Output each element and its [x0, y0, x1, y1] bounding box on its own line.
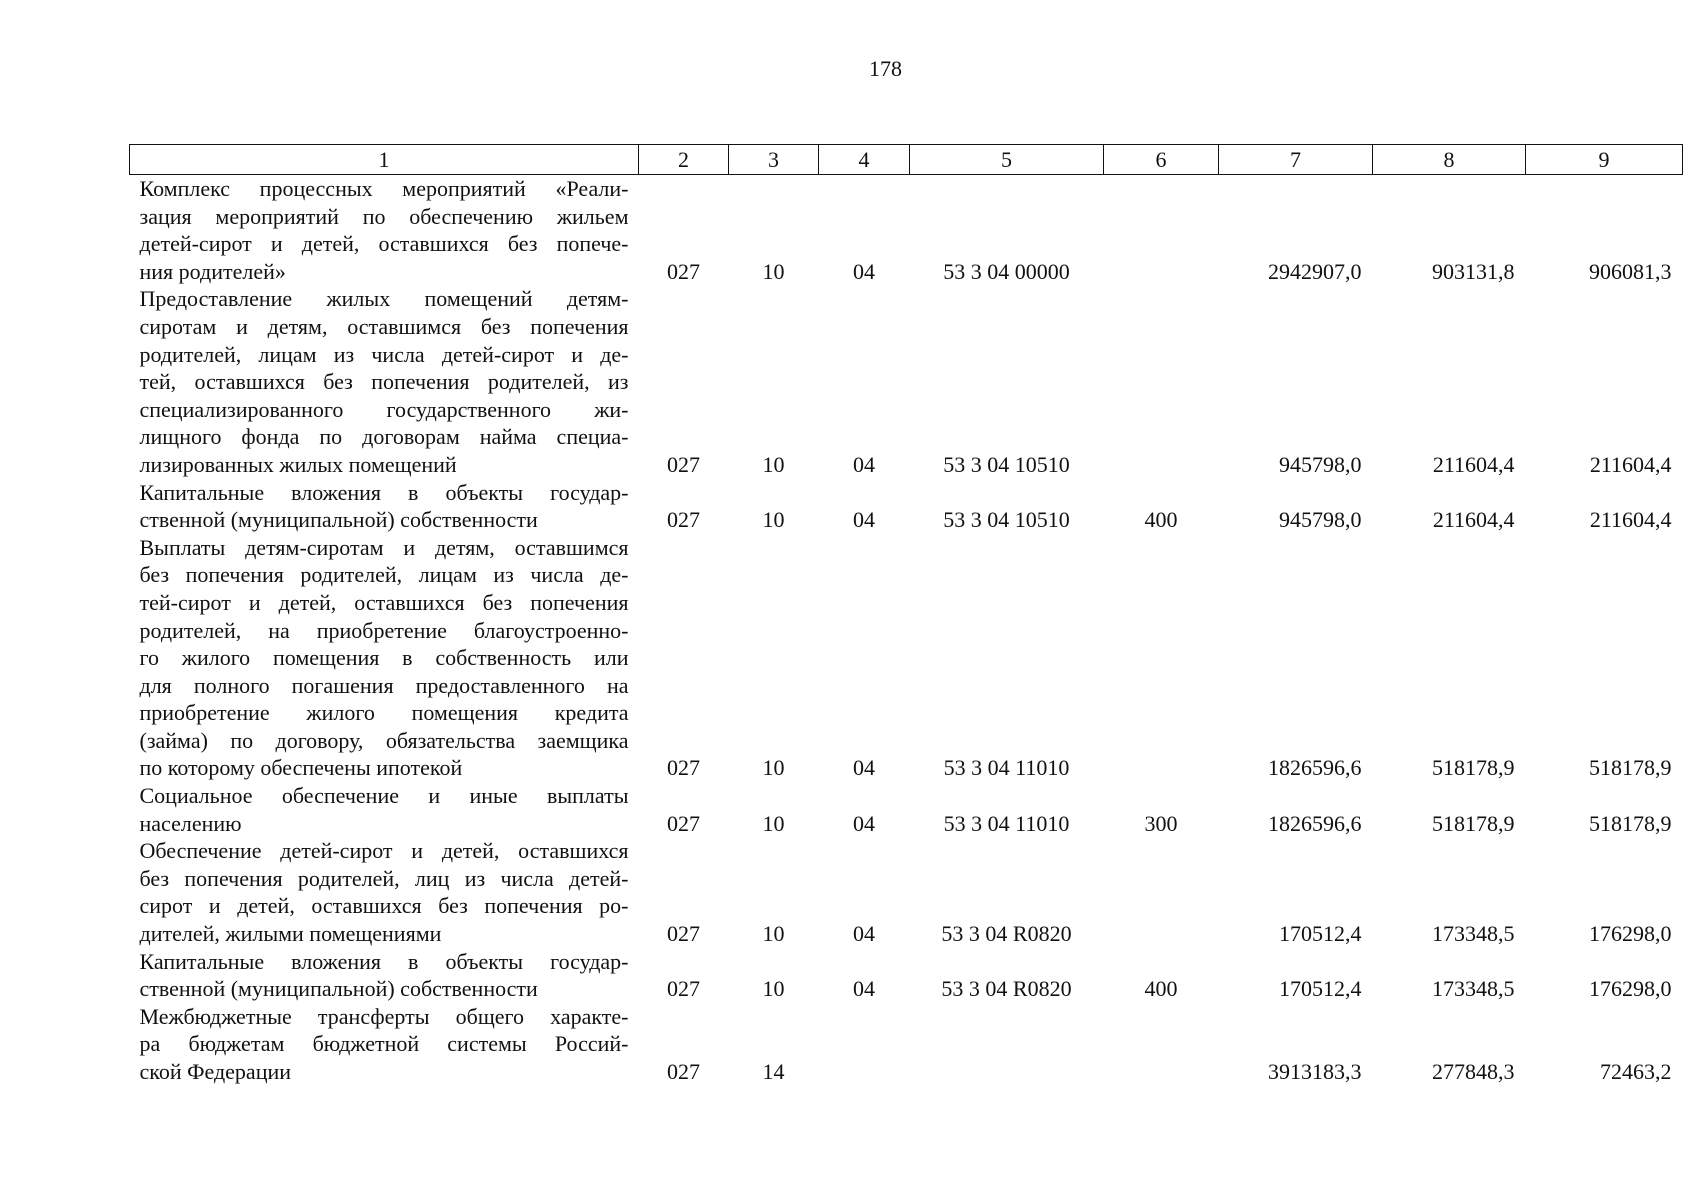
row-description [130, 837, 639, 947]
description-line: без попечения родителей, лицам из числа де- [139, 562, 629, 588]
amount-col9-cell: 518178,9 [1589, 810, 1672, 836]
amount-col9-cell: 518178,9 [1589, 755, 1672, 781]
expense-type-cell [1104, 837, 1219, 947]
description-line: Обеспечение детей-сирот и детей, оставшихся [139, 838, 629, 864]
description-line: без попечения родителей, лиц из числа детей- [139, 865, 629, 891]
description-line: Капитальные вложения в объекты государ- [139, 948, 629, 974]
amount-col8-cell: 173348,5 [1432, 921, 1515, 947]
column-header: 4 [819, 145, 910, 175]
amount-col9-cell: 906081,3 [1589, 258, 1672, 284]
page-number: 178 [869, 56, 902, 81]
table-row [130, 175, 1683, 286]
column-header: 8 [1373, 145, 1526, 175]
description-line: лищного фонда по договорам найма специа- [139, 424, 629, 450]
ministry-code-cell: 027 [667, 755, 700, 781]
amount-col9-cell: 211604,4 [1589, 507, 1672, 533]
expense-type-cell [1104, 1003, 1219, 1086]
row-description [130, 782, 639, 837]
subsection-code-cell [819, 1003, 910, 1086]
description-line: ской Федерации [139, 1059, 292, 1084]
ministry-code-cell: 027 [667, 507, 700, 533]
amount-col7-cell: 1826596,6 [1268, 755, 1362, 781]
expense-type-cell [1104, 534, 1219, 782]
amount-col8-cell: 277848,3 [1432, 1059, 1515, 1084]
description-line: родителей, на приобретение благоустроенно- [139, 617, 629, 643]
table-header [130, 145, 1683, 175]
expense-type-cell: 400 [1144, 976, 1178, 1002]
column-header: 3 [729, 145, 819, 175]
description-line: тей-сирот и детей, оставшихся без попечения [139, 589, 629, 615]
row-description [130, 175, 639, 286]
column-header: 2 [639, 145, 729, 175]
row-description [130, 479, 639, 534]
ministry-code-cell: 027 [667, 258, 700, 284]
description-line: тей, оставшихся без попечения родителей, из [139, 369, 629, 395]
target-article-cell: 53 3 04 10510 [943, 451, 1070, 477]
amount-col7-cell: 945798,0 [1279, 451, 1362, 477]
expense-type-cell [1104, 285, 1219, 478]
expense-type-cell [1104, 175, 1219, 286]
description-line: родителей, лицам из числа детей-сирот и де- [139, 341, 629, 367]
amount-col9-cell: 176298,0 [1589, 921, 1672, 947]
budget-table [129, 144, 1683, 1086]
column-header: 9 [1526, 145, 1683, 175]
amount-col8-cell: 211604,4 [1432, 451, 1515, 477]
amount-col7-cell: 945798,0 [1279, 507, 1362, 533]
description-line: дителей, жилыми помещениями [139, 921, 442, 947]
description-line: Комплекс процессных мероприятий «Реали- [139, 176, 629, 201]
amount-col9-cell: 211604,4 [1589, 451, 1672, 477]
table-row [130, 1003, 1683, 1086]
amount-col8-cell: 173348,5 [1432, 976, 1515, 1002]
target-article-cell [910, 1003, 1104, 1086]
section-code-cell: 10 [762, 976, 785, 1002]
description-line: населению [139, 810, 242, 836]
row-description [130, 948, 639, 1003]
amount-col7-cell: 170512,4 [1279, 921, 1362, 947]
subsection-code-cell: 04 [853, 810, 875, 836]
section-code-cell: 14 [762, 1059, 785, 1084]
section-code-cell: 10 [762, 258, 785, 284]
column-header: 6 [1104, 145, 1219, 175]
ministry-code-cell: 027 [667, 921, 700, 947]
header-row [130, 145, 1683, 175]
expense-type-cell: 300 [1144, 810, 1178, 836]
target-article-cell: 53 3 04 10510 [943, 507, 1070, 533]
section-code-cell: 10 [762, 810, 785, 836]
target-article-cell: 53 3 04 R0820 [941, 921, 1072, 947]
target-article-cell: 53 3 04 R0820 [941, 976, 1072, 1002]
row-description [130, 534, 639, 782]
target-article-cell: 53 3 04 11010 [943, 755, 1070, 781]
amount-col9-cell: 72463,2 [1600, 1059, 1672, 1084]
amount-col9-cell: 176298,0 [1589, 976, 1672, 1002]
section-code-cell: 10 [762, 451, 785, 477]
amount-col7-cell: 3913183,3 [1268, 1059, 1362, 1084]
subsection-code-cell: 04 [853, 976, 875, 1002]
section-code-cell: 10 [762, 507, 785, 533]
description-line: (займа) по договору, обязательства заемщика [139, 727, 629, 753]
ministry-code-cell: 027 [667, 1059, 700, 1084]
description-line: лизированных жилых помещений [139, 451, 457, 477]
description-line: сиротам и детям, оставшимся без попечения [139, 313, 629, 339]
row-description [130, 1003, 639, 1086]
ministry-code-cell: 027 [667, 451, 700, 477]
amount-col7-cell: 170512,4 [1279, 976, 1362, 1002]
section-code-cell: 10 [762, 921, 785, 947]
description-line: для полного погашения предоставленного на [139, 672, 629, 698]
description-line: Выплаты детям-сиротам и детям, оставшимся [139, 534, 629, 560]
subsection-code-cell: 04 [853, 921, 875, 947]
table-row [130, 285, 1683, 478]
description-line: Межбюджетные трансферты общего характе- [139, 1003, 629, 1029]
description-line: специализированного государственного жи- [139, 396, 629, 422]
table-row [130, 534, 1683, 782]
amount-col8-cell: 518178,9 [1432, 755, 1515, 781]
ministry-code-cell: 027 [667, 976, 700, 1002]
amount-col7-cell: 1826596,6 [1268, 810, 1362, 836]
amount-col7-cell: 2942907,0 [1268, 258, 1362, 284]
description-line: ственной (муниципальной) собственности [139, 976, 538, 1002]
description-line: ственной (муниципальной) собственности [139, 507, 538, 533]
description-line: го жилого помещения в собственность или [139, 645, 629, 671]
description-line: по которому обеспечены ипотекой [139, 755, 463, 781]
ministry-code-cell: 027 [667, 810, 700, 836]
expense-type-cell: 400 [1144, 507, 1178, 533]
table-row [130, 782, 1683, 837]
amount-col8-cell: 518178,9 [1432, 810, 1515, 836]
description-line: ния родителей» [139, 258, 286, 284]
column-header: 7 [1219, 145, 1373, 175]
table-row [130, 948, 1683, 1003]
subsection-code-cell: 04 [853, 755, 875, 781]
amount-col8-cell: 903131,8 [1432, 258, 1515, 284]
description-line: Предоставление жилых помещений детям- [139, 286, 629, 312]
subsection-code-cell: 04 [853, 451, 875, 477]
description-line: Социальное обеспечение и иные выплаты [139, 783, 629, 809]
column-header: 1 [130, 145, 639, 175]
description-line: детей-сирот и детей, оставшихся без попече- [139, 231, 629, 257]
column-header: 5 [910, 145, 1104, 175]
description-line: Капитальные вложения в объекты государ- [139, 479, 629, 505]
table-body [130, 175, 1683, 1086]
target-article-cell: 53 3 04 00000 [943, 258, 1070, 284]
target-article-cell: 53 3 04 11010 [943, 810, 1070, 836]
description-line: сирот и детей, оставшихся без попечения ро- [139, 893, 629, 919]
subsection-code-cell: 04 [853, 258, 875, 284]
table-row [130, 479, 1683, 534]
section-code-cell: 10 [762, 755, 785, 781]
description-line: приобретение жилого помещения кредита [139, 700, 629, 726]
row-description [130, 285, 639, 478]
description-line: ра бюджетам бюджетной системы Россий- [139, 1031, 629, 1057]
subsection-code-cell: 04 [853, 507, 875, 533]
table-row [130, 837, 1683, 947]
description-line: зация мероприятий по обеспечению жильем [139, 203, 629, 229]
amount-col8-cell: 211604,4 [1432, 507, 1515, 533]
